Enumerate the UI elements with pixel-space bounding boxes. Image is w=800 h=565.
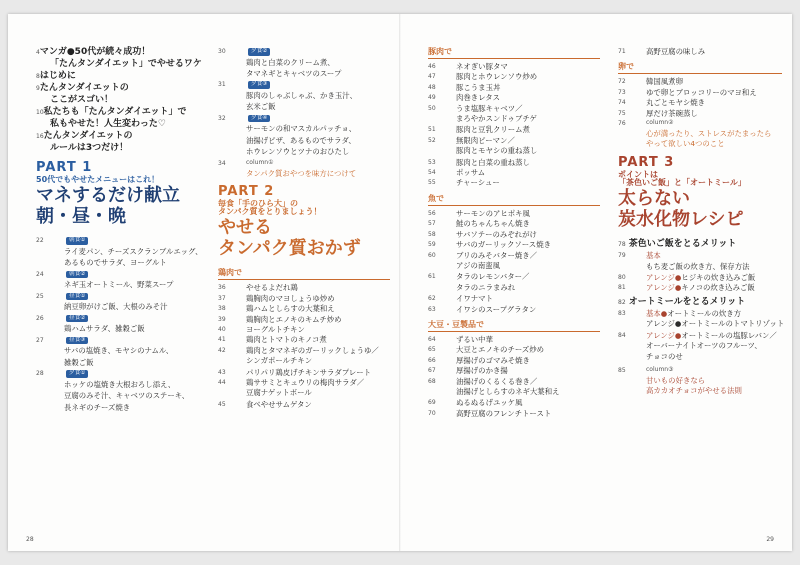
- page-number: 45: [218, 400, 226, 408]
- page-number: 72: [618, 78, 626, 86]
- toc-entry: [428, 105, 600, 112]
- entry-title: 納豆卵がけご飯、大根のみそ汁: [64, 302, 168, 312]
- part3-subtitle-line: ポイントは: [618, 169, 658, 179]
- entry-title: 厚だけ茶碗蒸し: [646, 108, 698, 118]
- entry-title: 鶏肉とトマトのキノコ煮: [246, 335, 327, 345]
- column-text: 甘いもの好きなら: [646, 375, 706, 385]
- page-number: 46: [428, 63, 436, 70]
- toc-entry: [428, 410, 600, 417]
- toc-entry: [428, 295, 600, 302]
- entry-title: 肉巻きレタス: [456, 93, 501, 103]
- recipe-tag: 基本: [646, 251, 661, 261]
- section-list: [428, 63, 600, 187]
- entry-subtitle: オーバーナイトオーツのフルーツ、: [646, 341, 762, 351]
- entry-title: ポッサム: [456, 168, 486, 178]
- page-number: 4: [36, 49, 40, 56]
- entry-title: 厚揚げのゴマみそ焼き: [456, 355, 530, 365]
- entry-title: 油揚げのくるくる巻き／: [456, 376, 538, 386]
- page-number: 41: [218, 336, 226, 344]
- toc-entry: [36, 370, 208, 378]
- toc-entry: [618, 99, 782, 106]
- page-number: 62: [428, 295, 436, 303]
- entry-title: ずるい中華: [456, 334, 493, 344]
- rice-list: [618, 252, 782, 292]
- entry-title: 高野豆腐の味しみ: [646, 47, 706, 56]
- entry-title: タラのレモンバター／: [456, 272, 530, 282]
- toc-entry: [36, 237, 208, 245]
- part2-subtitle-line: タンパク質をとりましょう！: [218, 207, 322, 217]
- entry-title: たんタンダイエットの: [43, 131, 133, 141]
- part3-subtitle-line: 「茶色いご飯」と「オートミール」: [618, 177, 746, 187]
- page-number: 82: [618, 298, 626, 306]
- part1-subtitle: 50代でもやせたメニューはこれ！: [36, 175, 160, 184]
- part3-title-line: 太らない: [618, 187, 690, 209]
- page-number: 50: [428, 104, 436, 112]
- oatmeal-list: [618, 308, 785, 362]
- page-number: 47: [428, 73, 436, 81]
- entry-title: 鶏胸肉とエノキのキムチ炒め: [246, 314, 342, 324]
- toc-entry: [218, 347, 390, 354]
- meal-tag: 朝食②: [66, 271, 88, 279]
- meal-tag: 昼食③: [66, 337, 88, 345]
- page-number: 22: [36, 237, 44, 245]
- section-heading-egg: 卵で: [618, 63, 782, 74]
- page-number: 58: [428, 230, 436, 238]
- page-number: 81: [618, 284, 626, 292]
- recipe-tag: アレンジ: [646, 330, 675, 340]
- entry-title: 雑穀ご飯: [64, 357, 94, 367]
- page-number: 71: [618, 48, 626, 55]
- entry-title: 鶏ハムサラダ、雑穀ご飯: [64, 324, 145, 334]
- toc-entry: [428, 346, 600, 353]
- toc-entry: [428, 159, 600, 166]
- part3-subtitle: [618, 171, 782, 187]
- entry-title: ルールは3つだけ！: [50, 143, 129, 153]
- toc-entry: [428, 137, 600, 144]
- heading-text: オートミールをとるメリット: [628, 296, 746, 307]
- recipe-tag: 基本: [646, 308, 661, 318]
- entry-title: イワナマト: [456, 294, 493, 304]
- part2-title: [218, 218, 390, 259]
- toc-entry: [36, 84, 208, 93]
- toc-entry: [428, 273, 600, 280]
- entry-title: ゆで卵とブロッコリーのマヨ和え: [646, 87, 757, 97]
- entry-title: 鶏肉とタマネギのガーリックしょうゆ／: [246, 345, 379, 355]
- entry-title: マンガ●50代が続々成功！: [39, 47, 151, 57]
- page-number: 61: [428, 273, 436, 281]
- page-number: 84: [618, 331, 626, 339]
- column-note: [618, 367, 782, 395]
- toc-entry: [428, 73, 600, 80]
- part2-label: PART 2: [218, 184, 275, 200]
- toc-column-1: [36, 48, 208, 415]
- page-number: 27: [36, 336, 44, 344]
- section-list: [428, 336, 600, 417]
- column-text: やって欲しい4つのこと: [646, 139, 725, 149]
- toc-column-3: [428, 48, 600, 420]
- section-list: [428, 210, 600, 313]
- entry-title: 豚肉とホウレンソウ炒め: [456, 72, 538, 82]
- entry-title: ライ麦パン、チーズスクランブルエッグ、: [64, 246, 203, 256]
- intro-list: [36, 48, 208, 153]
- part3-label: PART 3: [618, 154, 675, 170]
- page-number: 67: [428, 367, 436, 375]
- toc-column-2: [218, 48, 390, 411]
- toc-entry: [618, 48, 782, 55]
- entry-title: 丸ごとモヤシ焼き: [646, 98, 706, 108]
- entry-title: ネギ玉オートミール、野菜スープ: [64, 280, 174, 290]
- toc-entry: [428, 231, 600, 238]
- entry-subtitle: 油揚げとしらすのネギ大葉和え: [456, 386, 560, 396]
- entry-title: 長ネギのチーズ焼き: [64, 402, 131, 412]
- toc-entry: [218, 316, 390, 323]
- toc-entry: [618, 110, 782, 117]
- page-number: 16: [36, 133, 44, 140]
- meal-tag: 夕食②: [248, 48, 270, 56]
- entry-title: パリパリ鶏皮げチキンサラダプレート: [246, 367, 371, 377]
- page-number: 76: [618, 120, 626, 128]
- toc-entry: [428, 63, 600, 70]
- separator: ●: [674, 283, 682, 293]
- part1-header: [36, 161, 208, 227]
- entry-subtitle: アレンジ●オートミールのトマトリゾット: [646, 319, 785, 329]
- entry-title: ヨーグルトチキン: [246, 325, 305, 335]
- page-number: 59: [428, 241, 436, 249]
- toc-entry: [428, 179, 600, 186]
- page-number: 70: [428, 409, 436, 417]
- page-number: 73: [618, 88, 626, 96]
- page-number: 65: [428, 346, 436, 354]
- page-number: 43: [218, 368, 226, 376]
- page-number: 9: [36, 85, 40, 92]
- entry-title: ブリのみそバター焼き／: [456, 250, 538, 260]
- page-number: 51: [428, 126, 436, 134]
- page-number: 37: [218, 294, 226, 302]
- entry-subtitle: 豆腐ナゲットボール: [246, 388, 312, 398]
- entry-subtitle: 豚肉とモヤシの重ね蒸し: [456, 146, 538, 156]
- entry-title: 豚肉のしゃぶしゃぶ、かき玉汁、: [246, 91, 358, 100]
- page-number: 66: [428, 356, 436, 364]
- page-number: 24: [36, 270, 44, 278]
- entry-title: ここがスゴい！: [50, 95, 114, 105]
- page-number: 39: [218, 315, 226, 323]
- page-number: 56: [428, 209, 436, 217]
- page-number: 75: [618, 109, 626, 117]
- meal-tag: 夕食③: [248, 81, 270, 89]
- entry-subtitle: もち麦ご飯の炊き方、保存方法: [646, 261, 750, 271]
- entry-title: 大豆とエノキのチーズ炒め: [456, 345, 545, 355]
- page-number: 30: [218, 48, 226, 55]
- column-text: 高カカオチョコがやせる法則: [646, 386, 742, 396]
- toc-entry: [218, 401, 390, 408]
- entry-title: 厚揚げのかき揚: [456, 366, 508, 376]
- entry-title: 油揚げピザ、あるものでサラダ、: [246, 135, 356, 145]
- section-heading: 豚肉で: [428, 48, 600, 59]
- separator: ●: [660, 308, 668, 318]
- toc-entry: [428, 399, 600, 406]
- page-gutter: [399, 14, 401, 551]
- egg-list: [618, 78, 782, 117]
- column-label: column②: [646, 119, 674, 127]
- entry-title: キノコの炊き込みご飯: [681, 283, 755, 293]
- page-number: 53: [428, 158, 436, 166]
- toc-entry: [428, 367, 600, 374]
- entry-title: 「たんタンダイエット」でやせるワケ: [50, 59, 202, 69]
- page-number: 80: [618, 274, 626, 282]
- meal-tag: 昼食①: [66, 293, 88, 301]
- oatmeal-heading: [618, 298, 782, 307]
- toc-entry: [618, 332, 782, 339]
- page-number: 25: [36, 292, 44, 300]
- entry-subtitle: シンガポールチキン: [246, 356, 313, 366]
- entry-title: 鶏肉と白菜のクリーム煮、: [246, 57, 335, 67]
- part2-header: [218, 185, 390, 259]
- toc-entry: [428, 252, 600, 259]
- recipe-tag: アレンジ: [646, 283, 675, 293]
- page-number: 49: [428, 94, 436, 102]
- page-number: 28: [36, 370, 44, 378]
- page-number: 74: [618, 99, 626, 107]
- part3-title: [618, 189, 782, 230]
- toc-entry: [618, 284, 782, 291]
- page-number: 85: [618, 366, 626, 374]
- toc-entry: [428, 306, 600, 313]
- page-number: 79: [618, 252, 626, 260]
- page-number-left: 28: [26, 536, 34, 543]
- page-number: 44: [218, 379, 226, 387]
- section-heading: 魚で: [428, 195, 600, 206]
- meal-tag: 朝食①: [66, 237, 88, 245]
- page-number: 48: [428, 83, 436, 91]
- toc-entry: [618, 274, 782, 281]
- part1-title-line: マネするだけ献立: [36, 185, 180, 206]
- entry-title: うま塩豚キャベツ／: [456, 103, 523, 113]
- toc-entry: [36, 337, 208, 345]
- toc-entry: [428, 220, 600, 227]
- entry-title: はじめに: [39, 71, 76, 81]
- page-number: 55: [428, 179, 436, 187]
- entry-title: オートミールの塩豚レバン／: [681, 330, 777, 340]
- toc-entry: [218, 115, 390, 123]
- column-label: column①: [246, 158, 274, 166]
- entry-subtitle: タラのニラまみれ: [456, 282, 516, 292]
- entry-title: サバソテーのみぞれがけ: [456, 229, 537, 239]
- entry-title: 豆腐のみそ汁、キャベツのステーキ、: [64, 391, 190, 401]
- toc-entry: [218, 336, 390, 343]
- recipe-tag: アレンジ: [646, 273, 675, 283]
- entry-title: ホウレンソウとツナのおひたし: [246, 147, 350, 157]
- entry-subtitle: アジの南蛮風: [456, 260, 501, 270]
- toc-entry: [428, 336, 600, 343]
- page-number: 31: [218, 81, 226, 89]
- toc-entry: [428, 169, 600, 176]
- entry-title: ヒジキの炊き込みご飯: [681, 273, 756, 283]
- entry-title: 玄米ご飯: [246, 102, 276, 112]
- entry-title: 豚肉と白菜の重ね蒸し: [456, 157, 530, 167]
- separator: ●: [674, 273, 682, 283]
- entry-title: 私たちも「たんタンダイエット」で: [43, 107, 187, 117]
- toc-entry: [618, 252, 782, 259]
- part1-list: [36, 237, 208, 411]
- page-number: 57: [428, 220, 436, 228]
- meal-tag: 夕食④: [248, 115, 270, 123]
- entry-subtitle: チョコのせ: [646, 352, 683, 362]
- page-number: 63: [428, 305, 436, 313]
- entry-title: たんタンダイエットの: [39, 83, 129, 93]
- column-note: [618, 120, 782, 148]
- part3-header: [618, 156, 782, 230]
- toc-entry: [618, 89, 782, 96]
- page-number: 69: [428, 399, 436, 407]
- entry-title: 食べやせサムゲタン: [246, 399, 312, 409]
- toc-entry: [36, 293, 208, 301]
- toc-entry: [218, 81, 390, 89]
- page-number: 10: [36, 109, 44, 116]
- page-number: 36: [218, 284, 226, 292]
- section-heading-chicken: 鶏肉で: [218, 269, 390, 280]
- toc-entry: [428, 241, 600, 248]
- page-number: 52: [428, 136, 436, 144]
- separator: ●: [674, 330, 682, 340]
- entry-subtitle: まろやかスンドゥブチゲ: [456, 114, 537, 124]
- part2-subtitle-line: 毎食「手のひら大」の: [218, 199, 298, 209]
- toc-entry: [218, 369, 390, 376]
- tofu-cont-list: [618, 48, 782, 55]
- toc-entry: [218, 305, 390, 312]
- entry-title: 鮭のちゃんちゃん焼き: [456, 219, 530, 229]
- entry-title: サバの塩焼き、モヤシのナムル、: [64, 346, 174, 356]
- toc-entry: [428, 126, 600, 133]
- entry-title: オートミールの炊き方: [667, 308, 742, 318]
- page-number: 68: [428, 377, 436, 385]
- column-text: 心が満ったり、ストレスがたまったら: [646, 129, 772, 139]
- entry-title: 鶏ササミとキュウリの梅肉サラダ／: [246, 378, 365, 388]
- toc-entry: [218, 295, 390, 302]
- toc-entry: [428, 94, 600, 101]
- page-number: 42: [218, 346, 226, 354]
- part2-title-line: タンパク質おかず: [218, 237, 361, 259]
- part1-title-line: 朝・昼・晩: [36, 205, 126, 227]
- entry-title: サーモンのアヒポキ風: [456, 208, 530, 218]
- part3-title-line: 炭水化物レシピ: [618, 208, 744, 230]
- column-note: [218, 160, 390, 177]
- page-number: 83: [618, 309, 626, 317]
- entry-title: タマネギとキャベツのスープ: [246, 69, 342, 78]
- entry-title: ネオぎい豚タマ: [456, 62, 508, 71]
- meal-tag: 昼食②: [66, 315, 88, 323]
- rice-heading: [618, 240, 782, 249]
- part2-title-line: やせる: [218, 217, 272, 239]
- toc-entry: [428, 84, 600, 91]
- section-heading: 大豆・豆製品で: [428, 321, 600, 332]
- entry-title: 無限肉ピーマン／: [456, 135, 515, 145]
- page-number: 34: [218, 159, 226, 167]
- entry-title: やせるよだれ鶏: [246, 283, 298, 293]
- toc-entry: [218, 284, 390, 291]
- toc-entry: [618, 310, 782, 317]
- meal-tag: 夕食①: [66, 370, 88, 378]
- toc-entry: [36, 132, 208, 141]
- toc-entry: [36, 48, 208, 57]
- entry-title: 豚こうま玉丼: [456, 82, 501, 92]
- toc-entry: [618, 78, 782, 85]
- page-number: 38: [218, 305, 226, 313]
- toc-entry: [36, 72, 208, 81]
- page-number: 40: [218, 326, 226, 334]
- entry-title: 高野豆腐のフレンチトースト: [456, 408, 552, 418]
- entry-title: あるものでサラダ、ヨーグルト: [64, 258, 167, 268]
- toc-entry: [218, 379, 390, 386]
- toc-entry: [428, 210, 600, 217]
- toc-entry: [428, 378, 600, 385]
- page-number: 8: [36, 73, 40, 80]
- entry-title: ホッケの塩焼き大根おろし添え、: [64, 379, 176, 389]
- entry-title: 鶏ハムとしらすの大葉和え: [246, 304, 335, 314]
- page-number: 54: [428, 169, 436, 177]
- part2-subtitle: [218, 200, 390, 216]
- toc-entry: [218, 48, 390, 56]
- entry-title: 私もやせた！人生変わった♡: [50, 119, 166, 129]
- toc-entry: [218, 326, 390, 333]
- entry-title: サバのガーリックソース焼き: [456, 240, 551, 250]
- page-number-right: 29: [766, 536, 774, 543]
- toc-entry: [36, 271, 208, 279]
- page-number: 78: [618, 241, 626, 249]
- part1-title: [36, 186, 208, 227]
- book-spread: [8, 14, 792, 551]
- toc-column-4: [618, 47, 785, 398]
- page-number: 32: [218, 114, 226, 122]
- entry-title: イワシのスープグラタン: [456, 304, 537, 314]
- page-number: 60: [428, 251, 436, 259]
- toc-entry: [36, 315, 208, 323]
- page-number: 26: [36, 314, 44, 322]
- entry-title: 鶏胸肉のマヨしょうゆ炒め: [246, 293, 335, 303]
- column-text: タンパク質おやつを味方につけて: [246, 168, 357, 178]
- entry-title: サーモンの和マスカルパッチョ、: [246, 124, 357, 134]
- entry-title: 豚肉と豆乳クリーム煮: [456, 125, 530, 135]
- toc-entry: [428, 357, 600, 364]
- part1-label: PART 1: [36, 160, 93, 175]
- page-number: 64: [428, 335, 436, 343]
- entry-title: ぬるぬるげユッケ風: [456, 398, 523, 408]
- entry-title: チャーシュー: [456, 178, 500, 188]
- heading-text: 茶色いご飯をとるメリット: [628, 239, 737, 250]
- dinner-list: [218, 48, 390, 156]
- column-label: column③: [646, 365, 674, 373]
- chicken-list: [218, 284, 390, 408]
- entry-title: 韓国風煮卵: [646, 77, 683, 87]
- toc-entry: [36, 108, 208, 117]
